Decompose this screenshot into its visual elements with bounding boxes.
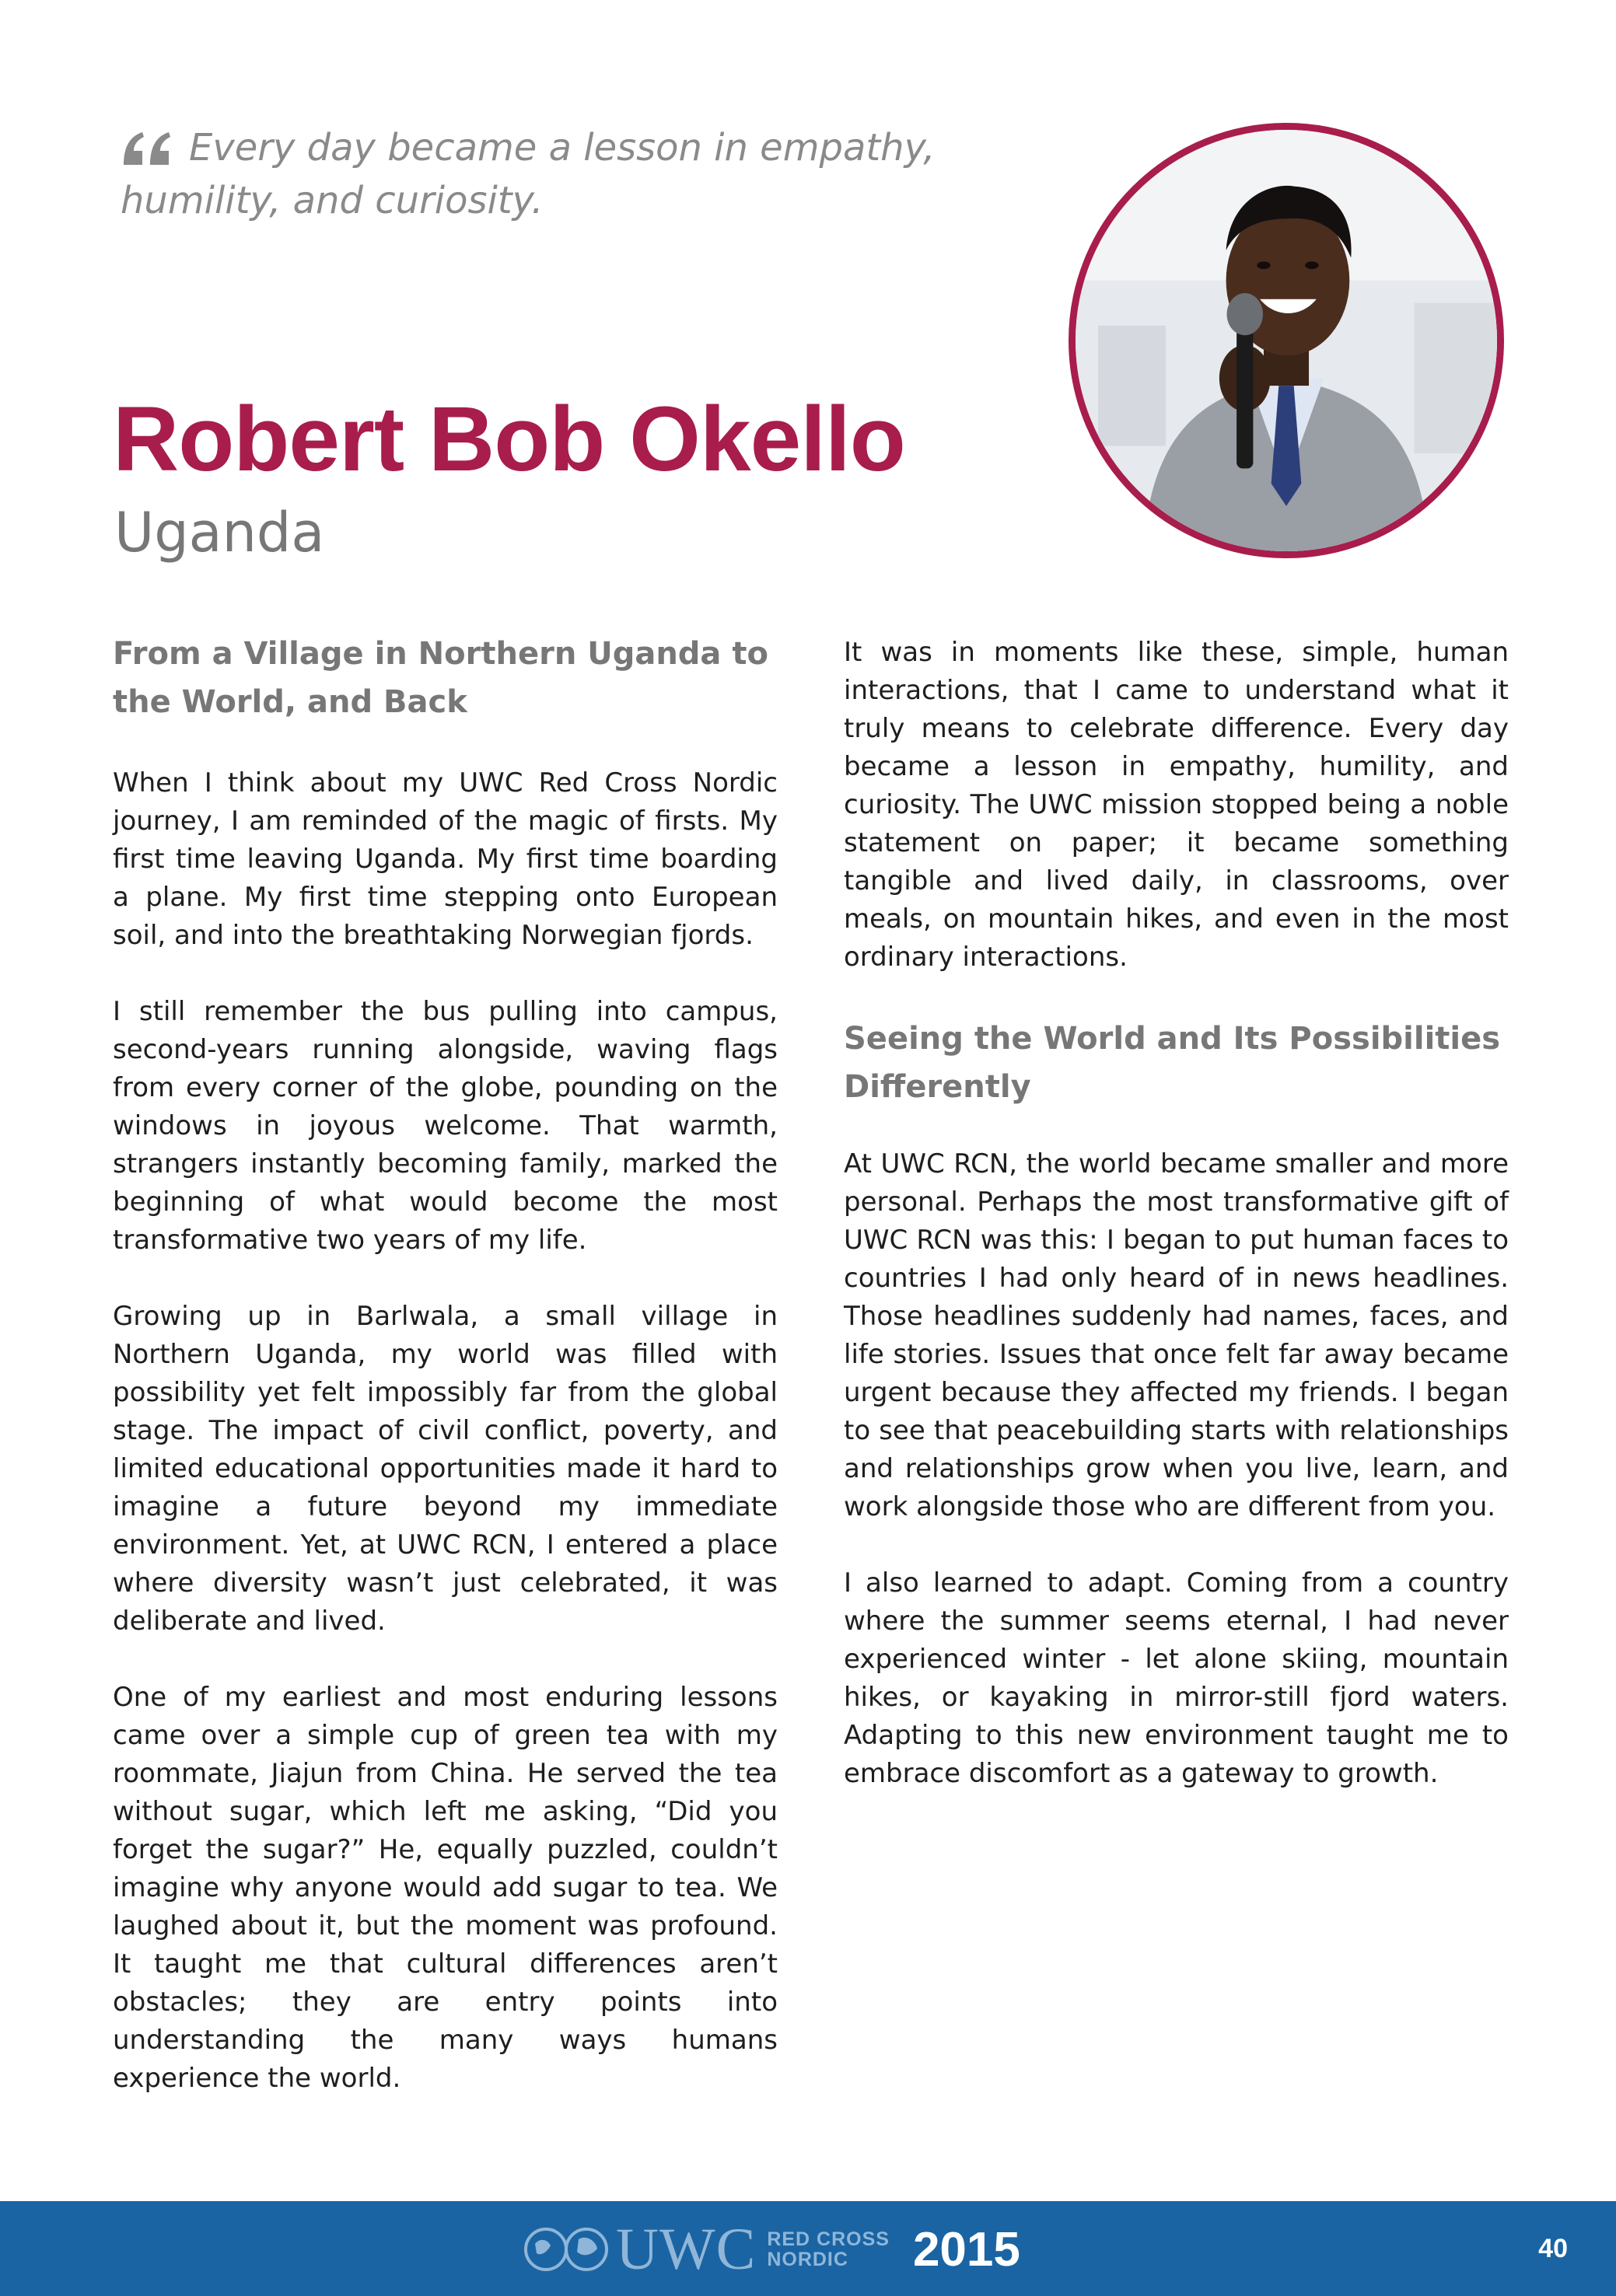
portrait-photo <box>1069 123 1504 558</box>
paragraph: I also learned to adapt. Coming from a country where the summer seems eternal, I had never experienced winter - let alone skiing, mountain hikes, or kayaking in mirror-still fjord waters. Adapting to this new environment taught me to embrace discomfort as a gateway to growth. <box>844 1567 1509 1789</box>
paragraph: I still remember the bus pulling into campus, second-years running alongside, waving flags from every corner of the globe, pounding on the windows in joyous welcome. That warmth, strangers instantly becoming family, marked the beginning of what would become the most transformative two years of my life. <box>113 996 778 1256</box>
paragraph: Growing up in Barlwala, a small village in Northern Uganda, my world was filled with possibility yet felt impossibly far from the global stage. The impact of civil conflict, poverty, and limited educational opportunities made it hard to imagine a future beyond my immediate environment. Yet, at UWC RCN, I entered a place where diversity wasn’t just celebrated, it was deliberate and lived. <box>113 1301 778 1637</box>
paragraph: When I think about my UWC Red Cross Nordic journey, I am reminded of the magic of firsts. My first time leaving Uganda. My first time boarding a plane. My first time stepping onto European soil, and into the breathtaking Norwegian fjords. <box>113 767 778 951</box>
right-column <box>844 634 1509 1831</box>
paragraph: At UWC RCN, the world became smaller and more personal. Perhaps the most transformative gift of UWC RCN was this: I began to put human faces to countries I had only heard of in news headlines. Those headlines suddenly had names, faces, and life stories. Issues that once felt far away became urgent because they affected my friends. I began to see that peacebuilding starts with relationships and relationships grow when you live, learn, and work alongside those who are different from you. <box>844 1148 1509 1522</box>
page-number: 40 <box>1538 2234 1568 2263</box>
quote-text: Every day became a lesson in empathy, humility, and curiosity. <box>121 126 936 222</box>
logo-subtitle <box>767 2229 890 2270</box>
profile-country: Uganda <box>114 501 325 564</box>
year-label: 2015 <box>912 2222 1020 2277</box>
section-heading: From a Village in Northern Uganda to the World, and Back <box>113 636 768 720</box>
logo-text: UWC <box>616 2217 757 2282</box>
logo-subtitle-line1: RED CROSS <box>767 2228 890 2250</box>
pull-quote <box>121 121 968 227</box>
portrait-illustration <box>1076 130 1497 551</box>
globe-icon <box>524 2222 610 2277</box>
left-column <box>113 630 778 2136</box>
uwc-logo <box>524 2218 1020 2280</box>
paragraph: One of my earliest and most enduring lessons came over a simple cup of green tea with my roommate, Jiajun from China. He served the tea without sugar, which left me asking, “Did you forget the sugar?” He, equally puzzled, couldn’t imagine why anyone would add sugar to tea. We laughed about it, but the moment was profound. It taught me that cultural differences aren’t obstacles; they are entry points into understanding the many ways humans experience the world. <box>113 1682 778 2094</box>
footer-bar <box>0 2201 1616 2296</box>
paragraph: It was in moments like these, simple, human interactions, that I came to understand what it truly means to celebrate difference. Every day became a lesson in empathy, humility, and curiosity. The UWC mission stopped being a noble statement on paper; it became something tangible and lived daily, in classrooms, over meals, on mountain hikes, and even in the most ordinary interactions. <box>844 637 1509 973</box>
section-heading: Seeing the World and Its Possibilities Differently <box>844 1021 1501 1105</box>
logo-subtitle-line2: NORDIC <box>767 2249 848 2270</box>
quote-mark-icon <box>121 129 175 168</box>
profile-name: Robert Bob Okello <box>113 388 905 491</box>
